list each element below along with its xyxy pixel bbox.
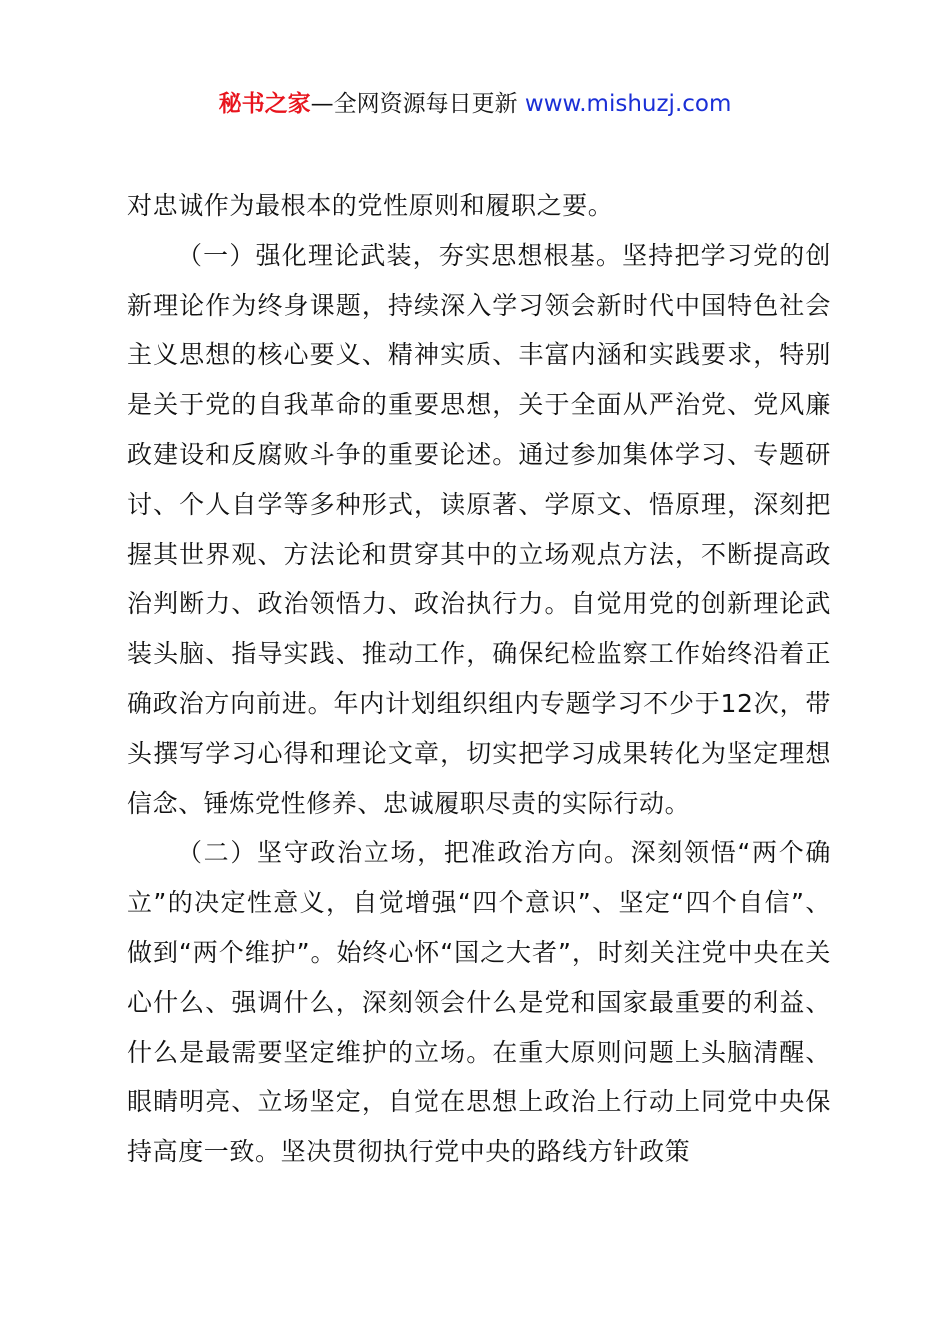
site-header [0, 86, 950, 122]
paragraph-section-2: （二）坚守政治立场，把准政治方向。深刻领悟“两个确立”的决定性意义，自觉增强“四个意识”、坚定“四个自信”、做到“两个维护”。始终心怀“国之大者”，时刻关注党中央在关心什么、强调什么，深刻领会什么是党和国家最重要的利益、什么是最需要坚定维护的立场。在重大原则问题上头脑清醒、眼睛明亮、立场坚定，自觉在思想上政治上行动上同党中央保持高度一致。坚决贯彻执行党中央的路线方针政策 [127, 838, 831, 1167]
paragraph-continuation: 对忠诚作为最根本的党性原则和履职之要。 [127, 191, 614, 220]
paragraph-section-1: （一）强化理论武装，夯实思想根基。坚持把学习党的创新理论作为终身课题，持续深入学习领会新时代中国特色社会主义思想的核心要义、精神实质、丰富内涵和实践要求，特别是关于党的自我革命的重要思想，关于全面从严治党、党风廉政建设和反腐败斗争的重要论述。通过参加集体学习、专题研讨、个人自学等多种形式，读原著、学原文、悟原理，深刻把握其世界观、方法论和贯穿其中的立场观点方法，不断提高政治判断力、政治领悟力、政治执行力。自觉用党的创新理论武装头脑、指导实践、推动工作，确保纪检监察工作始终沿着正确政治方向前进。年内计划组织组内专题学习不少于12次，带头撰写学习心得和理论文章，切实把学习成果转化为坚定理想信念、锤炼党性修养、忠诚履职尽责的实际行动。 [127, 240, 831, 818]
site-brand: 秘书之家 [218, 91, 311, 117]
site-url-link[interactable]: www.mishuzj.com [524, 91, 732, 117]
document-body [127, 181, 831, 1177]
site-tagline: —全网资源每日更新 [310, 91, 525, 117]
